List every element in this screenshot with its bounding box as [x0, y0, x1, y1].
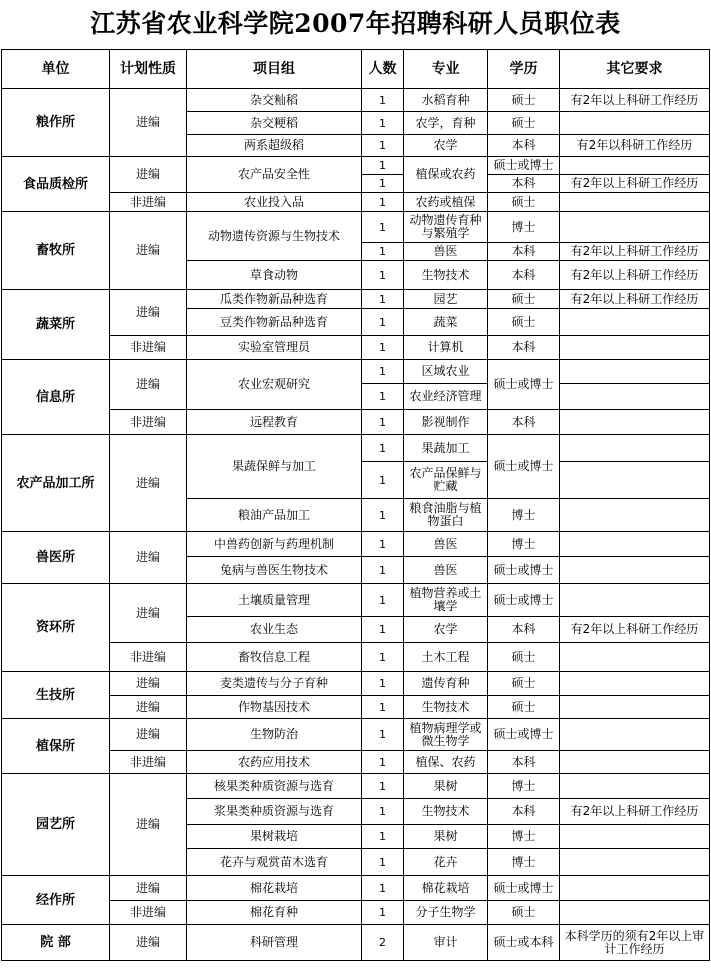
degree-cell: 硕士 [488, 643, 560, 672]
project-cell: 杂交粳稻 [187, 112, 362, 135]
major-cell: 农学，育种 [404, 112, 488, 135]
major-cell: 遗传育种 [404, 672, 488, 696]
degree-cell: 硕士或博士 [488, 435, 560, 499]
plan-cell: 进编 [110, 719, 187, 751]
count-cell: 1 [362, 696, 404, 719]
table-row [2, 719, 710, 751]
major-cell: 蔬菜 [404, 309, 488, 336]
project-cell: 豆类作物新品种选育 [187, 309, 362, 336]
major-cell: 生物技术 [404, 261, 488, 290]
table-row [2, 672, 710, 696]
unit-cell: 农产品加工所 [2, 435, 110, 532]
header-cell: 计划性质 [110, 50, 187, 89]
major-cell: 花卉 [404, 849, 488, 876]
degree-cell: 博士 [488, 212, 560, 243]
plan-cell: 进编 [110, 212, 187, 290]
other-cell [560, 112, 710, 135]
major-cell: 植物营养或土壤学 [404, 584, 488, 617]
header-cell: 人数 [362, 50, 404, 89]
project-cell: 农业宏观研究 [187, 360, 362, 410]
major-cell: 果树 [404, 825, 488, 849]
other-cell: 本科学历的须有2年以上审计工作经历 [560, 925, 710, 961]
table-row [2, 89, 710, 112]
plan-cell: 非进编 [110, 751, 187, 774]
count-cell: 2 [362, 925, 404, 961]
table-row [2, 212, 710, 243]
other-cell [560, 410, 710, 435]
project-cell: 粮油产品加工 [187, 499, 362, 532]
other-cell: 有2年以上科研工作经历 [560, 290, 710, 309]
project-cell: 麦类遗传与分子育种 [187, 672, 362, 696]
plan-cell: 进编 [110, 774, 187, 876]
other-cell [560, 499, 710, 532]
degree-cell: 本科 [488, 410, 560, 435]
major-cell: 农学 [404, 135, 488, 157]
major-cell: 生物技术 [404, 799, 488, 825]
degree-cell: 硕士 [488, 193, 560, 212]
project-cell: 远程教育 [187, 410, 362, 435]
major-cell: 影视制作 [404, 410, 488, 435]
project-cell: 瓜类作物新品种选育 [187, 290, 362, 309]
project-cell: 动物遗传资源与生物技术 [187, 212, 362, 261]
plan-cell: 非进编 [110, 410, 187, 435]
project-cell: 农业生态 [187, 617, 362, 643]
unit-cell: 畜牧所 [2, 212, 110, 290]
major-cell: 果蔬加工 [404, 435, 488, 462]
degree-cell: 本科 [488, 751, 560, 774]
other-cell [560, 193, 710, 212]
unit-cell: 资环所 [2, 584, 110, 672]
count-cell: 1 [362, 672, 404, 696]
unit-cell: 粮作所 [2, 89, 110, 157]
other-cell [560, 849, 710, 876]
project-cell: 两系超级稻 [187, 135, 362, 157]
unit-cell: 生技所 [2, 672, 110, 719]
project-cell: 果树栽培 [187, 825, 362, 849]
table-row [2, 584, 710, 617]
project-cell: 土壤质量管理 [187, 584, 362, 617]
project-cell: 畜牧信息工程 [187, 643, 362, 672]
count-cell: 1 [362, 901, 404, 925]
header-cell: 学历 [488, 50, 560, 89]
degree-cell: 硕士或博士 [488, 584, 560, 617]
count-cell: 1 [362, 89, 404, 112]
other-cell [560, 643, 710, 672]
table-header-row [2, 50, 710, 89]
project-cell: 农业投入品 [187, 193, 362, 212]
degree-cell: 硕士 [488, 112, 560, 135]
major-cell: 园艺 [404, 290, 488, 309]
plan-cell: 进编 [110, 435, 187, 532]
other-cell [560, 435, 710, 462]
table-row [2, 532, 710, 557]
table-row [2, 360, 710, 384]
major-cell: 水稻育种 [404, 89, 488, 112]
plan-cell: 非进编 [110, 193, 187, 212]
major-cell: 兽医 [404, 532, 488, 557]
degree-cell: 硕士 [488, 901, 560, 925]
unit-cell: 信息所 [2, 360, 110, 435]
header-cell: 单位 [2, 50, 110, 89]
degree-cell: 硕士 [488, 89, 560, 112]
table-row [2, 435, 710, 462]
degree-cell: 硕士或博士 [488, 719, 560, 751]
major-cell: 植保、农药 [404, 751, 488, 774]
table-row [2, 925, 710, 961]
major-cell: 土木工程 [404, 643, 488, 672]
other-cell [560, 309, 710, 336]
major-cell: 动物遗传育种与繁殖学 [404, 212, 488, 243]
degree-cell: 博士 [488, 825, 560, 849]
table-row [2, 157, 710, 175]
project-cell: 兔病与兽医生物技术 [187, 557, 362, 584]
header-cell: 专业 [404, 50, 488, 89]
count-cell: 1 [362, 643, 404, 672]
project-cell: 农产品安全性 [187, 157, 362, 193]
plan-cell: 非进编 [110, 901, 187, 925]
project-cell: 草食动物 [187, 261, 362, 290]
count-cell: 1 [362, 435, 404, 462]
degree-cell: 博士 [488, 849, 560, 876]
unit-cell: 园艺所 [2, 774, 110, 876]
project-cell: 生物防治 [187, 719, 362, 751]
plan-cell: 进编 [110, 696, 187, 719]
other-cell: 有2年以上科研工作经历 [560, 261, 710, 290]
other-cell [560, 901, 710, 925]
unit-cell: 植保所 [2, 719, 110, 774]
table-row [2, 774, 710, 799]
major-cell: 分子生物学 [404, 901, 488, 925]
count-cell: 1 [362, 532, 404, 557]
plan-cell: 非进编 [110, 336, 187, 360]
major-cell: 农产品保鲜与贮藏 [404, 462, 488, 499]
degree-cell: 博士 [488, 499, 560, 532]
unit-cell: 经作所 [2, 876, 110, 925]
page-title: 江苏省农业科学院2007年招聘科研人员职位表 [90, 9, 621, 38]
project-cell: 杂交籼稻 [187, 89, 362, 112]
project-cell: 实验室管理员 [187, 336, 362, 360]
major-cell: 果树 [404, 774, 488, 799]
degree-cell: 本科 [488, 135, 560, 157]
degree-cell: 硕士 [488, 309, 560, 336]
plan-cell: 进编 [110, 532, 187, 584]
unit-cell: 蔬菜所 [2, 290, 110, 360]
header-cell: 其它要求 [560, 50, 710, 89]
project-cell: 花卉与观赏苗木选育 [187, 849, 362, 876]
project-cell: 作物基因技术 [187, 696, 362, 719]
plan-cell: 进编 [110, 89, 187, 157]
count-cell: 1 [362, 384, 404, 410]
plan-cell: 进编 [110, 925, 187, 961]
count-cell: 1 [362, 410, 404, 435]
other-cell [560, 462, 710, 499]
count-cell: 1 [362, 751, 404, 774]
degree-cell: 本科 [488, 261, 560, 290]
other-cell: 有2年以上科研工作经历 [560, 799, 710, 825]
plan-cell: 进编 [110, 157, 187, 193]
other-cell [560, 157, 710, 175]
major-cell: 计算机 [404, 336, 488, 360]
degree-cell: 硕士 [488, 290, 560, 309]
unit-cell: 院 部 [2, 925, 110, 961]
plan-cell: 非进编 [110, 643, 187, 672]
plan-cell: 进编 [110, 584, 187, 643]
degree-cell: 本科 [488, 243, 560, 261]
unit-cell: 兽医所 [2, 532, 110, 584]
other-cell [560, 336, 710, 360]
count-cell: 1 [362, 876, 404, 901]
count-cell: 1 [362, 175, 404, 193]
other-cell: 有2年以上科研工作经历 [560, 175, 710, 193]
other-cell [560, 876, 710, 901]
project-cell: 农药应用技术 [187, 751, 362, 774]
major-cell: 农学 [404, 617, 488, 643]
degree-cell: 本科 [488, 175, 560, 193]
degree-cell: 本科 [488, 799, 560, 825]
count-cell: 1 [362, 309, 404, 336]
other-cell [560, 672, 710, 696]
degree-cell: 硕士或博士 [488, 360, 560, 410]
major-cell: 审计 [404, 925, 488, 961]
unit-cell: 食品质检所 [2, 157, 110, 212]
count-cell: 1 [362, 243, 404, 261]
count-cell: 1 [362, 112, 404, 135]
degree-cell: 硕士或博士 [488, 157, 560, 175]
major-cell: 农业经济管理 [404, 384, 488, 410]
plan-cell: 进编 [110, 290, 187, 336]
major-cell: 生物技术 [404, 696, 488, 719]
project-cell: 浆果类种质资源与选育 [187, 799, 362, 825]
count-cell: 1 [362, 261, 404, 290]
degree-cell: 本科 [488, 617, 560, 643]
degree-cell: 硕士或本科 [488, 925, 560, 961]
count-cell: 1 [362, 193, 404, 212]
major-cell: 兽医 [404, 557, 488, 584]
other-cell: 有2年以上科研工作经历 [560, 89, 710, 112]
count-cell: 1 [362, 135, 404, 157]
major-cell: 粮食油脂与植物蛋白 [404, 499, 488, 532]
degree-cell: 博士 [488, 774, 560, 799]
count-cell: 1 [362, 774, 404, 799]
other-cell [560, 696, 710, 719]
degree-cell: 硕士或博士 [488, 876, 560, 901]
degree-cell: 硕士 [488, 696, 560, 719]
project-cell: 核果类种质资源与选育 [187, 774, 362, 799]
other-cell [560, 751, 710, 774]
other-cell [560, 557, 710, 584]
count-cell: 1 [362, 290, 404, 309]
degree-cell: 硕士或博士 [488, 557, 560, 584]
count-cell: 1 [362, 462, 404, 499]
other-cell [560, 212, 710, 243]
plan-cell: 进编 [110, 876, 187, 901]
count-cell: 1 [362, 617, 404, 643]
other-cell: 有2年以上科研工作经历 [560, 243, 710, 261]
count-cell: 1 [362, 360, 404, 384]
count-cell: 1 [362, 336, 404, 360]
plan-cell: 进编 [110, 360, 187, 410]
project-cell: 棉花栽培 [187, 876, 362, 901]
table-row [2, 876, 710, 901]
count-cell: 1 [362, 584, 404, 617]
other-cell: 有2年以上科研工作经历 [560, 617, 710, 643]
count-cell: 1 [362, 719, 404, 751]
other-cell [560, 360, 710, 384]
major-cell: 植保或农药 [404, 157, 488, 193]
other-cell [560, 825, 710, 849]
other-cell [560, 774, 710, 799]
other-cell: 有2年以科研工作经历 [560, 135, 710, 157]
other-cell [560, 584, 710, 617]
degree-cell: 本科 [488, 336, 560, 360]
project-cell: 果蔬保鲜与加工 [187, 435, 362, 499]
positions-table [1, 49, 710, 961]
major-cell: 棉花栽培 [404, 876, 488, 901]
count-cell: 1 [362, 157, 404, 175]
count-cell: 1 [362, 557, 404, 584]
major-cell: 兽医 [404, 243, 488, 261]
project-cell: 科研管理 [187, 925, 362, 961]
degree-cell: 硕士 [488, 672, 560, 696]
table-row [2, 290, 710, 309]
project-cell: 棉花育种 [187, 901, 362, 925]
plan-cell: 进编 [110, 672, 187, 696]
project-cell: 中兽药创新与药理机制 [187, 532, 362, 557]
major-cell: 农药或植保 [404, 193, 488, 212]
count-cell: 1 [362, 212, 404, 243]
count-cell: 1 [362, 799, 404, 825]
major-cell: 植物病理学或微生物学 [404, 719, 488, 751]
other-cell [560, 719, 710, 751]
count-cell: 1 [362, 849, 404, 876]
count-cell: 1 [362, 499, 404, 532]
header-cell: 项目组 [187, 50, 362, 89]
other-cell [560, 384, 710, 410]
count-cell: 1 [362, 825, 404, 849]
other-cell [560, 532, 710, 557]
major-cell: 区域农业 [404, 360, 488, 384]
degree-cell: 博士 [488, 532, 560, 557]
